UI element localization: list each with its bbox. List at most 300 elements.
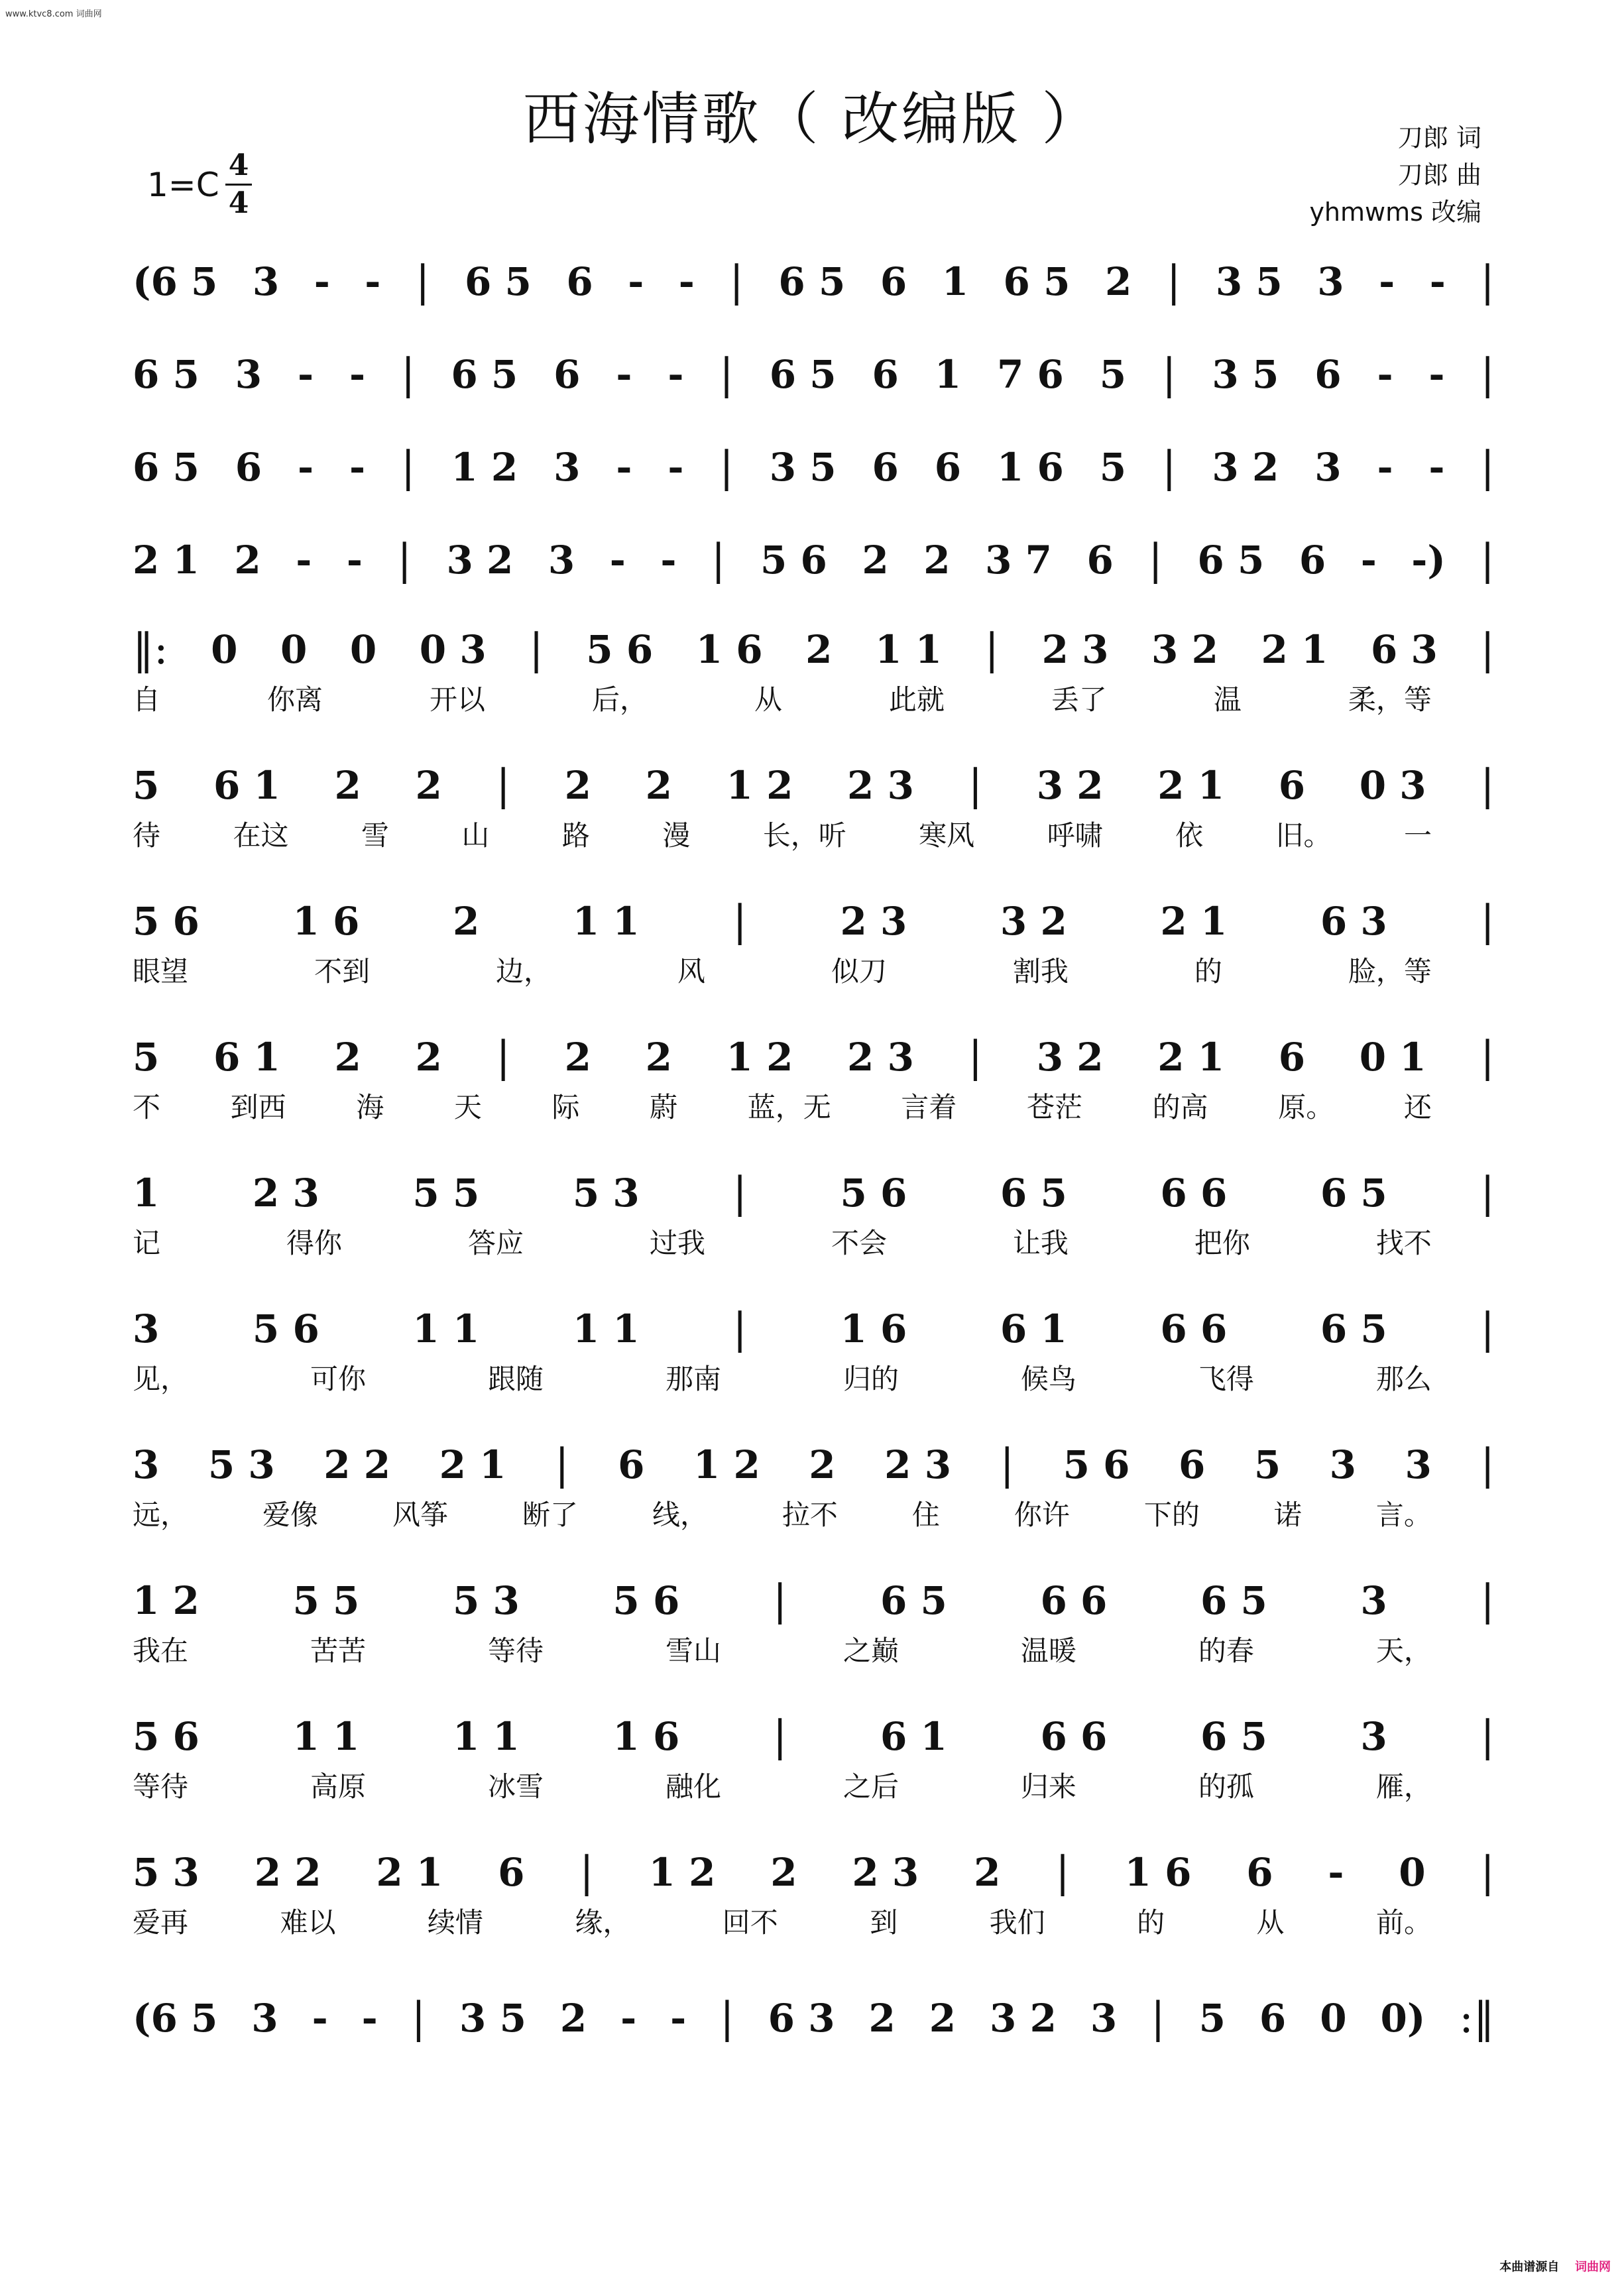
bar-line: | [529, 625, 544, 674]
note: 2 [415, 763, 442, 808]
note: - [616, 445, 632, 490]
note: - [678, 259, 695, 304]
note: 6 [1178, 1442, 1206, 1487]
note: 6 [498, 1850, 525, 1895]
score-row [133, 530, 1495, 590]
lyric: 难以 [280, 1906, 336, 1939]
note: 2 [929, 1996, 957, 2041]
note: 3 [1360, 1714, 1387, 1759]
note: 6 [553, 352, 581, 397]
lyric: 际 [551, 1091, 580, 1123]
note: 6 [1278, 1035, 1306, 1080]
note: 0 3 [1359, 763, 1426, 808]
lyric: 拉不 [782, 1499, 838, 1531]
note: 6 6 [1040, 1578, 1108, 1623]
lyric: 之后 [842, 1770, 899, 1803]
lyric: 此就 [888, 683, 945, 716]
bar-line: | [1480, 350, 1495, 399]
note: 2 [564, 763, 591, 808]
lyric: 风 [677, 955, 705, 988]
lyric: 长，听 [762, 819, 846, 852]
note: 1 1 [875, 627, 942, 672]
note: 5 6 [840, 1171, 907, 1216]
lyric: 旧。 [1275, 819, 1332, 852]
lyric: 边， [495, 955, 551, 988]
note: 6 5 [1197, 538, 1265, 583]
lyrics-line [133, 1222, 1432, 1261]
note: 6 [1278, 763, 1306, 808]
score-row [133, 620, 1495, 679]
note: 6 5 [769, 352, 837, 397]
score-row [133, 1571, 1495, 1630]
note: 0 [211, 627, 238, 672]
lyricist: 刀郎 词 [1397, 123, 1481, 152]
note: 6 5 [133, 445, 200, 490]
note: 2 1 [1157, 763, 1225, 808]
note: - [1360, 538, 1377, 583]
lyrics-line [133, 950, 1432, 990]
note: 2 3 [252, 1171, 319, 1216]
bar-line: | [1480, 536, 1495, 585]
bar-line: | [1480, 1304, 1495, 1353]
note: 6 1 [1000, 1306, 1067, 1351]
note: 5 6 [252, 1306, 319, 1351]
note: 3 2 [1000, 899, 1067, 944]
bar-line: | [496, 1033, 510, 1082]
score-row [133, 437, 1495, 497]
note: 3 5 [769, 445, 837, 490]
note: 2 [234, 538, 261, 583]
lyric: 的高 [1152, 1091, 1208, 1123]
lyric: 蔚 [650, 1091, 678, 1123]
note: 7 6 [996, 352, 1064, 397]
lyric: 言着 [901, 1091, 957, 1123]
lyric: 过我 [649, 1227, 705, 1259]
note: 6 [1299, 538, 1326, 583]
note: 2 2 [323, 1442, 391, 1487]
note: 3 5 [459, 1996, 526, 2041]
lyric: 的 [1194, 955, 1222, 988]
note: 5 5 [412, 1171, 480, 1216]
lyric: 漫 [662, 819, 691, 852]
note: 3 [548, 538, 575, 583]
note: (6 5 [133, 1996, 218, 2041]
bar-line: | [772, 1576, 787, 1625]
note: 6 5 [1003, 259, 1071, 304]
bar-line: | [1161, 350, 1177, 399]
lyric: 言。 [1375, 1499, 1432, 1531]
lyric: 后， [591, 683, 648, 716]
note: 1 2 [133, 1578, 200, 1623]
bar-line: | [555, 1440, 569, 1489]
lyric: 柔，等 [1348, 683, 1432, 716]
note: 2 [415, 1035, 442, 1080]
lyric: 路 [561, 819, 590, 852]
lyric: 回不 [722, 1906, 778, 1939]
bar-line: | [1148, 536, 1163, 585]
note: 5 3 [452, 1578, 520, 1623]
score-row [133, 1843, 1495, 1902]
note: - [365, 259, 381, 304]
note: 3 [252, 259, 280, 304]
note: 5 3 [207, 1442, 275, 1487]
lyric: 苦苦 [310, 1634, 366, 1667]
lyrics-line [133, 1765, 1432, 1805]
note: 3 7 [985, 538, 1052, 583]
bar-line: | [732, 897, 747, 946]
lyric: 待 [133, 819, 161, 852]
note: 3 2 [990, 1996, 1057, 2041]
time-top: 4 [228, 148, 249, 182]
note: 6 5 [880, 1578, 947, 1623]
note: 2 1 [1261, 627, 1328, 672]
note: 6 [1086, 538, 1114, 583]
note: 2 [645, 763, 672, 808]
bar-line: | [1166, 257, 1181, 306]
note: 3 2 [1036, 763, 1104, 808]
lyric: 飞得 [1198, 1363, 1254, 1395]
note: - [312, 1996, 328, 2041]
note: - [670, 1996, 687, 2041]
note: 2 1 [133, 538, 200, 583]
lyric: 天， [1375, 1634, 1432, 1667]
note: 5 6 [133, 899, 200, 944]
note: 6 5 [464, 259, 532, 304]
lyric: 诺 [1273, 1499, 1302, 1531]
note: 3 5 [1212, 352, 1279, 397]
lyric: 我们 [989, 1906, 1045, 1939]
note: 2 [862, 538, 889, 583]
note: 6 [1246, 1850, 1273, 1895]
note: 1 2 [726, 1035, 793, 1080]
note: 3 [1090, 1996, 1118, 2041]
note: - [1428, 445, 1445, 490]
note: 5 [133, 1035, 160, 1080]
note: 3 [251, 1996, 278, 2041]
note: 6 [880, 259, 907, 304]
note: 2 [564, 1035, 591, 1080]
note: 6 5 [1320, 1171, 1387, 1216]
note: 1 6 [840, 1306, 907, 1351]
lyric: 归来 [1020, 1770, 1076, 1803]
lyric: 还 [1403, 1091, 1432, 1123]
footer-site: 词曲网 [1575, 2260, 1611, 2274]
bar-line: | [400, 443, 416, 492]
lyric: 山 [461, 819, 490, 852]
note: 6 6 [1040, 1714, 1108, 1759]
bar-line: | [1151, 1994, 1165, 2043]
bar-line: | [1480, 1033, 1495, 1082]
note: 1 [934, 352, 962, 397]
note: - [298, 352, 314, 397]
note: 6 3 [1320, 899, 1387, 944]
lyric: 不会 [831, 1227, 887, 1259]
lyric: 爱再 [133, 1906, 189, 1939]
note: -) [1411, 538, 1446, 583]
footer [1499, 2257, 1611, 2275]
lyrics-line [133, 1493, 1432, 1533]
note: 3 [553, 445, 581, 490]
bar-line: | [729, 257, 744, 306]
note: 5 [1099, 445, 1127, 490]
lyric: 见， [133, 1363, 189, 1395]
bar-line: | [1000, 1440, 1015, 1489]
lyric: 缘， [575, 1906, 631, 1939]
note: 6 [1259, 1996, 1287, 2041]
time-bottom: 4 [228, 186, 249, 220]
note: 0 3 [419, 627, 487, 672]
lyric: 不到 [314, 955, 370, 988]
lyric: 的 [1137, 1906, 1165, 1939]
lyric: 得你 [286, 1227, 342, 1259]
note: 6 5 [1200, 1714, 1267, 1759]
note: 1 [133, 1171, 160, 1216]
note: 3 [1329, 1442, 1357, 1487]
bar-line: | [984, 625, 1000, 674]
lyric: 的春 [1198, 1634, 1254, 1667]
bar-line: | [1480, 1440, 1495, 1489]
bar-line: | [579, 1848, 594, 1897]
score-row [133, 1435, 1495, 1495]
lyric: 到 [870, 1906, 898, 1939]
lyric: 蓝，无 [747, 1091, 831, 1123]
lyric: 丢了 [1051, 683, 1107, 716]
note: - [609, 538, 626, 583]
lyric: 从 [754, 683, 782, 716]
score-row [133, 252, 1495, 312]
song-title: 西海情歌（ 改编版 ） [522, 86, 1102, 152]
lyrics-line [133, 814, 1432, 854]
time-signature [225, 149, 252, 220]
lyric: 答应 [467, 1227, 524, 1259]
lyric: 雪山 [665, 1634, 721, 1667]
score-row [133, 345, 1495, 404]
note: 6 3 [768, 1996, 835, 2041]
note: 2 [923, 538, 951, 583]
note: 2 [645, 1035, 672, 1080]
note: 1 2 [693, 1442, 760, 1487]
note: 5 [1099, 352, 1127, 397]
note: 6 1 [880, 1714, 947, 1759]
note: - [346, 538, 363, 583]
lyric: 寒风 [919, 819, 975, 852]
note: 1 1 [412, 1306, 480, 1351]
note: 6 [235, 445, 262, 490]
note: 2 [559, 1996, 587, 2041]
notes-line [133, 1027, 1495, 1087]
bar-line: | [1480, 1169, 1495, 1218]
note: 2 1 [439, 1442, 506, 1487]
lyric: 把你 [1194, 1227, 1250, 1259]
bar-line: | [711, 536, 726, 585]
note: - [620, 1996, 637, 2041]
bar-line: | [397, 536, 412, 585]
bar-line: | [400, 350, 416, 399]
note: 5 6 [760, 538, 827, 583]
right-watermark-strip [1609, 0, 1624, 2284]
score-row [133, 1988, 1495, 2048]
note: 3 [1360, 1578, 1387, 1623]
note: 1 1 [452, 1714, 520, 1759]
note: - [667, 445, 684, 490]
note: 2 3 [847, 1035, 914, 1080]
note: 2 [1104, 259, 1132, 304]
bar-line: :‖ [1459, 1994, 1495, 2043]
note: 5 6 [586, 627, 654, 672]
lyric: 我在 [133, 1634, 189, 1667]
lyric: 的孤 [1198, 1770, 1254, 1803]
score-row [133, 891, 1495, 951]
bar-line: | [1055, 1848, 1070, 1897]
lyric: 线， [652, 1499, 708, 1531]
lyric: 冰雪 [487, 1770, 544, 1803]
bar-line: ‖: [133, 625, 168, 674]
bar-line: | [496, 761, 510, 810]
credits [1309, 119, 1481, 231]
note: 5 3 [133, 1850, 200, 1895]
lyric: 那南 [665, 1363, 721, 1395]
note: 6 [872, 352, 899, 397]
note: - [1328, 1850, 1344, 1895]
score-row [133, 756, 1495, 815]
note: 2 [452, 899, 480, 944]
lyric: 续情 [427, 1906, 483, 1939]
note: 6 [618, 1442, 645, 1487]
note: - [660, 538, 677, 583]
lyric: 眼望 [133, 955, 189, 988]
note: 1 1 [572, 1306, 640, 1351]
lyrics-line [133, 1357, 1432, 1397]
note: 3 2 [446, 538, 514, 583]
note: - [1379, 259, 1395, 304]
notes-line [133, 1707, 1495, 1766]
note: 6 6 [1160, 1171, 1228, 1216]
note: 2 1 [1160, 899, 1228, 944]
note: (6 5 [133, 259, 218, 304]
note: 3 [1317, 259, 1344, 304]
note: 6 [872, 445, 899, 490]
lyric: 雪 [361, 819, 389, 852]
note: 3 [1314, 445, 1342, 490]
lyric: 记 [133, 1227, 161, 1259]
note: 2 1 [1157, 1035, 1225, 1080]
score-row [133, 1027, 1495, 1087]
note: 6 [566, 259, 593, 304]
note: 1 [941, 259, 969, 304]
note: 2 3 [1041, 627, 1109, 672]
bar-line: | [1480, 1712, 1495, 1761]
lyric: 割我 [1012, 955, 1069, 988]
lyric: 雁， [1375, 1770, 1432, 1803]
lyric: 天 [453, 1091, 482, 1123]
bar-line: | [1480, 257, 1495, 306]
bar-line: | [411, 1994, 426, 2043]
note: 6 [1314, 352, 1342, 397]
key-signature: 1=C [147, 166, 219, 204]
lyric: 跟随 [487, 1363, 544, 1395]
note: 1 6 [996, 445, 1064, 490]
note: 5 5 [292, 1578, 360, 1623]
note: 3 5 [1215, 259, 1283, 304]
lyric: 你离 [266, 683, 323, 716]
lyric: 可你 [310, 1363, 366, 1395]
notes-line [133, 1163, 1495, 1223]
note: 2 3 [852, 1850, 919, 1895]
note: 2 [868, 1996, 896, 2041]
note: - [667, 352, 684, 397]
lyric: 等待 [133, 1770, 189, 1803]
note: 3 2 [1036, 1035, 1104, 1080]
lyric: 风筝 [392, 1499, 448, 1531]
note: 1 1 [292, 1714, 360, 1759]
lyric: 从 [1256, 1906, 1285, 1939]
lyric: 高原 [310, 1770, 366, 1803]
bar-line: | [772, 1712, 787, 1761]
note: 2 [770, 1850, 797, 1895]
bar-line: | [1480, 443, 1495, 492]
note: 1 2 [726, 763, 793, 808]
notes-line [133, 1843, 1495, 1902]
note: 2 3 [847, 763, 914, 808]
note: 6 5 [1000, 1171, 1067, 1216]
bar-line: | [720, 1994, 734, 2043]
notes-line [133, 891, 1495, 951]
score-row [133, 1707, 1495, 1766]
bar-line: | [968, 1033, 983, 1082]
note: - [1377, 352, 1393, 397]
lyric: 依 [1175, 819, 1204, 852]
note: - [628, 259, 644, 304]
lyric: 等待 [487, 1634, 544, 1667]
note: 0 [1399, 1850, 1426, 1895]
lyric: 下的 [1143, 1499, 1200, 1531]
lyrics-line [133, 1901, 1432, 1941]
note: 5 [133, 763, 160, 808]
note: 2 1 [376, 1850, 443, 1895]
note: 2 [334, 1035, 361, 1080]
lyric: 找不 [1375, 1227, 1432, 1259]
note: 6 1 [213, 1035, 280, 1080]
lyrics-line [133, 678, 1432, 718]
lyric: 断了 [522, 1499, 578, 1531]
note: 3 [133, 1306, 160, 1351]
note: 1 2 [451, 445, 518, 490]
left-watermark-strip [0, 0, 15, 2284]
footer-source: 本曲谱源自 [1499, 2260, 1560, 2274]
composer: 刀郎 曲 [1397, 160, 1481, 190]
notes-line [133, 1435, 1495, 1495]
note: 1 6 [695, 627, 763, 672]
note: 0 [349, 627, 377, 672]
bar-line: | [719, 443, 734, 492]
note: 1 2 [648, 1850, 716, 1895]
note: 6 3 [1370, 627, 1438, 672]
site-header: www.ktvc8.com 词曲网 [5, 9, 102, 19]
note: 5 [1253, 1442, 1281, 1487]
note: 1 6 [292, 899, 360, 944]
lyric: 原。 [1278, 1091, 1334, 1123]
lyric: 似刀 [831, 955, 887, 988]
lyrics-line [133, 1629, 1432, 1669]
note: 5 6 [1063, 1442, 1130, 1487]
lyric: 归的 [842, 1363, 899, 1395]
note: 6 5 [778, 259, 846, 304]
lyric: 候鸟 [1020, 1363, 1076, 1395]
note: - [616, 352, 632, 397]
notes-line [133, 1299, 1495, 1359]
note: 0 [280, 627, 308, 672]
note: 5 3 [572, 1171, 640, 1216]
